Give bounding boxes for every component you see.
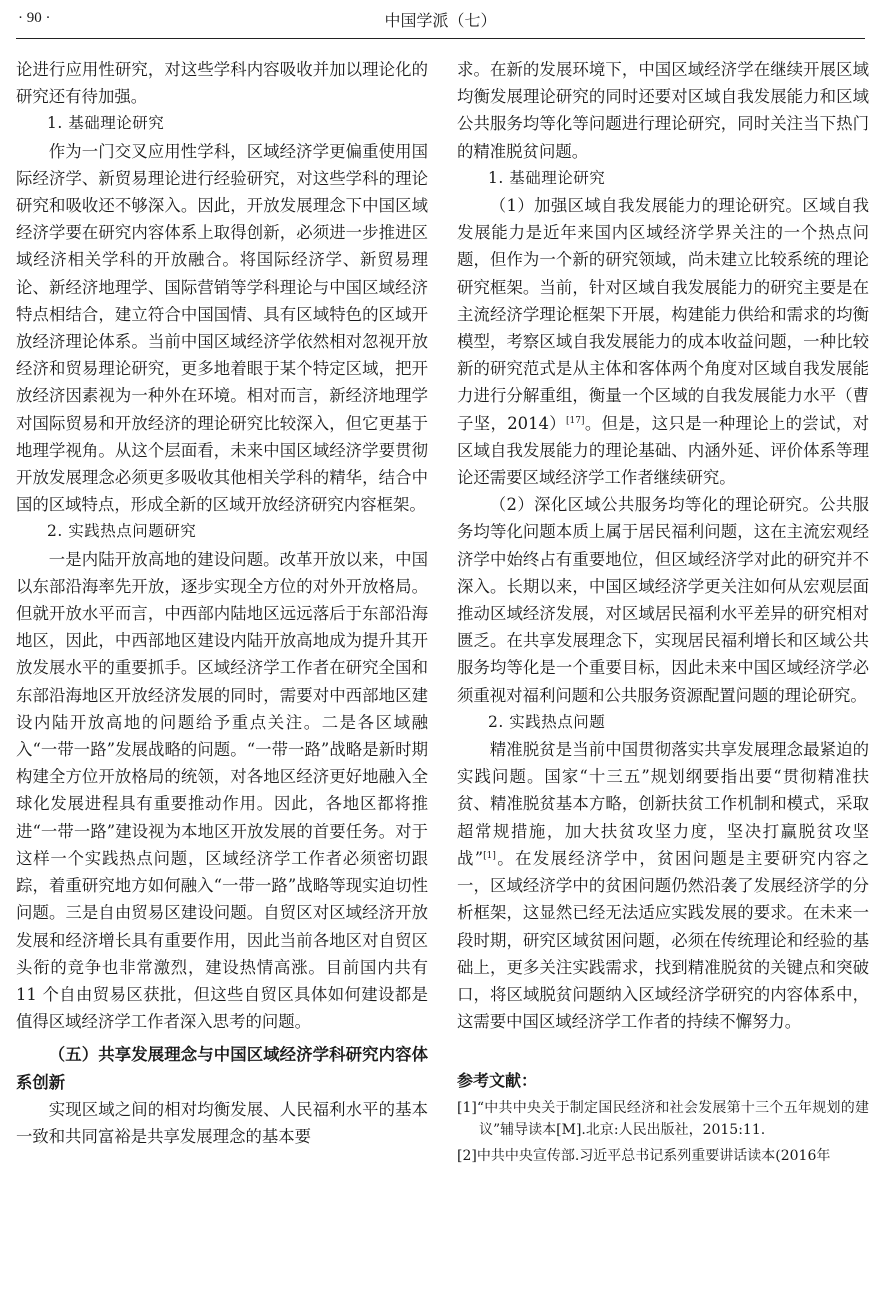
page-number: · 90 · bbox=[18, 10, 51, 26]
paragraph: 论进行应用性研究，对这些学科内容吸收并加以理论化的研究还有待加强。 bbox=[16, 60, 428, 107]
page-header bbox=[16, 0, 865, 40]
references-heading: 参考文献： bbox=[457, 1071, 538, 1091]
reference-item: [2]中共中央宣传部.习近平总书记系列重要讲话读本(2016年 bbox=[457, 1148, 831, 1165]
paragraph: （2）深化区域公共服务均等化的理论研究。公共服务均等化问题本质上属于居民福利问题，这在主流宏观经济学中始终占有重要地位，但区域经济学对此的研究并不深入。长期以来，中国区域经济学更关注如何从宏观层面推动区域经济发展，对区域居民福利水平差异的研究相对匮乏。在共享发展理念下，实现居民福利增长和区域公共服务均等化是一个重要目标，因此未来中国区域经济学必须重视对福利问题和公共服务资源配置问题的理论研究。 bbox=[457, 495, 869, 705]
citation-link[interactable]: [17] bbox=[566, 415, 585, 426]
subsection-heading: 1. 基础理论研究 bbox=[488, 168, 606, 187]
subsection-heading: 2. 实践热点问题 bbox=[488, 712, 606, 731]
subsection-heading: 2. 实践热点问题研究 bbox=[47, 522, 197, 541]
section-heading: （五）共享发展理念与中国区域经济学科研究内容体系创新 bbox=[16, 1045, 428, 1092]
paragraph bbox=[457, 736, 869, 1035]
text-run: 精准脱贫是当前中国贯彻落实共享发展理念最紧迫的实践问题。国家“十三五”规划纲要指出要“贯彻精准扶贫、精准脱贫基本方略，创新扶贫工作机制和模式，采取超常规措施，加大扶贫攻坚力度，坚决打赢脱贫攻坚战” bbox=[457, 740, 869, 868]
right-column bbox=[457, 56, 869, 1167]
paragraph: 求。在新的发展环境下，中国区域经济学在继续开展区域均衡发展理论研究的同时还要对区域自我发展能力和区域公共服务均等化等问题进行理论研究，同时关注当下热门的精准脱贫问题。 bbox=[457, 60, 869, 161]
text-run: （1）加强区域自我发展能力的理论研究。区域自我发展能力是近年来国内区域经济学界关注的一个热点问题，但作为一个新的研究领域，尚未建立比较系统的理论研究框架。当前，针对区域自我发展能力的研究主要是在主流经济学理论框架下开展，构建能力供给和需求的均衡模型，考察区域自我发展能力的成本收益问题，一种比较新的研究范式是从主体和客体两个角度对区域自我发展能力进行分解重组，衡量一个区域的自我发展能力水平（曹子坚，2014） bbox=[457, 196, 869, 433]
paragraph: 实现区域之间的相对均衡发展、人民福利水平的基本一致和共同富裕是共享发展理念的基本要 bbox=[16, 1099, 428, 1146]
subsection-heading: 1. 基础理论研究 bbox=[47, 114, 165, 133]
citation-link[interactable]: [1] bbox=[483, 850, 496, 861]
reference-item: [1]“中共中央关于制定国民经济和社会发展第十三个五年规划的建议”辅导读本[M].北京:人民出版社，2015:11. bbox=[457, 1100, 869, 1139]
text-run: 。在发展经济学中，贫困问题是主要研究内容之一，区域经济学中的贫困问题仍然沿袭了发展经济学的分析框架，这显然已经无法适应实践发展的要求。在未来一段时期，研究区域贫困问题，必须在传统理论和经验的基础上，更多关注实践需求，找到精准脱贫的关键点和突破口，将区域脱贫问题纳入区域经济学研究的内容体系中，这需要中国区域经济学工作者的持续不懈努力。 bbox=[457, 848, 869, 1032]
running-title: 中国学派（七） bbox=[384, 11, 497, 30]
header-rule bbox=[16, 38, 865, 39]
paragraph: 作为一门交叉应用性学科，区域经济学更偏重使用国际经济学、新贸易理论进行经验研究，对这些学科的理论研究和吸收还不够深入。因此，开放发展理念下中国区域经济学要在研究内容体系上取得创新，必须进一步推进区域经济相关学科的开放融合。将国际经济学、新贸易理论、新经济地理学、国际营销等学科理论与中国区域经济特点相结合，建立符合中国国情、具有区域特色的区域开放经济理论体系。当前中国区域经济学依然相对忽视开放经济和贸易理论研究，更多地着眼于某个特定区域，把开放经济因素视为一种外在环境。相对而言，新经济地理学对国际贸易和开放经济的理论研究比较深入，但它更基于地理学视角。从这个层面看，未来中国区域经济学要贯彻开放发展理念必须更多吸收其他相关学科的精华，结合中国的区域特点，形成全新的区域开放经济研究内容框架。 bbox=[16, 141, 428, 515]
left-column bbox=[16, 56, 428, 1150]
text-run: 。但是，这只是一种理论上的尝试，对区域自我发展能力的理论基础、内涵外延、评价体系等理论还需要区域经济学工作者继续研究。 bbox=[457, 413, 870, 488]
paragraph bbox=[457, 192, 869, 491]
paragraph: 一是内陆开放高地的建设问题。改革开放以来，中国以东部沿海率先开放，逐步实现全方位的对外开放格局。但就开放水平而言，中西部内陆地区远远落后于东部沿海地区，因此，中西部地区建设内陆开放高地成为提升其开放发展水平的重要抓手。区域经济学工作者在研究全国和东部沿海地区开放经济发展的同时，需要对中西部地区建设内陆开放高地的问题给予重点关注。二是各区域融入“一带一路”发展战略的问题。“一带一路”战略是新时期构建全方位开放格局的统领，对各地区经济更好地融入全球化发展进程具有重要推动作用。因此，各地区都将推进“一带一路”建设视为本地区开放发展的首要任务。对于这样一个实践热点问题，区域经济学工作者必须密切跟踪，着重研究地方如何融入“一带一路”战略等现实迫切性问题。三是自由贸易区建设问题。自贸区对区域经济开放发展和经济增长具有重要作用，因此当前各地区对自贸区头衔的竞争也非常激烈，建设热情高涨。目前国内共有 11 个自由贸易区获批，但这些自贸区具体如何建设都是值得区域经济学工作者深入思考的问题。 bbox=[16, 549, 428, 1032]
